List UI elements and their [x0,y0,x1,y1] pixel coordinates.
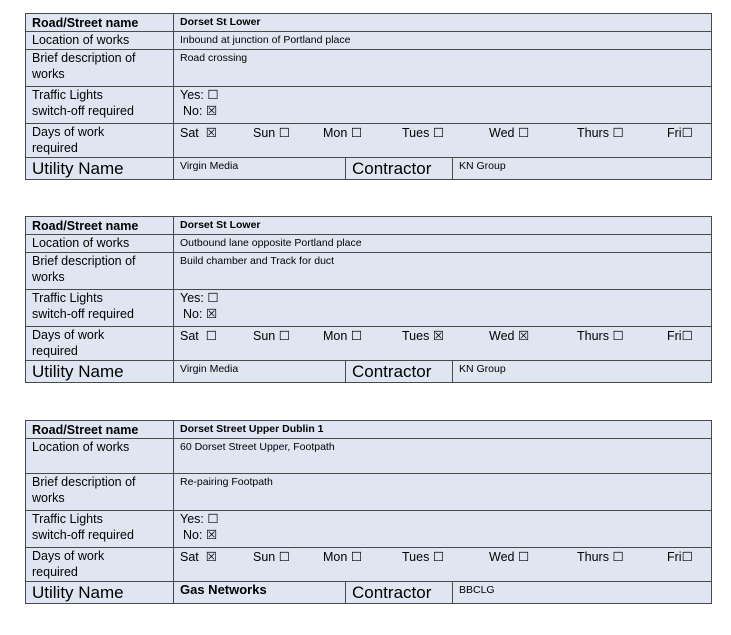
description-value: Build chamber and Track for duct [174,253,712,290]
yes-label: Yes: [180,88,204,102]
contractor-value: KN Group [453,361,712,383]
road-name-value: Dorset Street Upper Dublin 1 [174,421,712,439]
day-thurs[interactable]: Thurs ☐ [577,550,624,564]
day-wed[interactable]: Wed ☒ [489,329,530,343]
traffic-lights-options [174,290,712,327]
description-label-line2: works [32,270,65,284]
day-fri-checkbox[interactable]: ☐ [681,126,693,140]
day-mon[interactable]: Mon ☐ [323,550,363,564]
day-thurs-checkbox[interactable]: ☐ [612,550,624,564]
day-sat-checkbox[interactable]: ☒ [205,550,217,564]
days-label-line1: Days of work [32,549,105,563]
traffic-label-line1: Traffic Lights [32,88,103,102]
traffic-label-line2: switch-off required [32,104,134,118]
traffic-lights-label [26,87,174,124]
description-label-line2: works [32,67,65,81]
day-fri[interactable]: Fri☐ [667,329,693,343]
description-value: Re-pairing Footpath [174,474,712,511]
road-name-label: Road/Street name [26,217,174,235]
day-fri[interactable]: Fri☐ [667,126,693,140]
day-sun[interactable]: Sun ☐ [253,329,290,343]
traffic-lights-label [26,290,174,327]
days-options [174,124,712,158]
day-tues-checkbox[interactable]: ☐ [432,550,445,564]
location-value: Outbound lane opposite Portland place [174,235,712,253]
traffic-lights-label [26,511,174,548]
yes-checkbox[interactable]: ☐ [207,512,219,526]
day-tues[interactable]: Tues ☒ [402,329,445,343]
utility-name-value: Virgin Media [174,158,346,180]
days-options [174,548,712,582]
day-sun-checkbox[interactable]: ☐ [278,329,290,343]
location-value: Inbound at junction of Portland place [174,32,712,50]
description-label-line1: Brief description of [32,475,136,489]
works-table-2 [25,216,712,383]
traffic-label-line1: Traffic Lights [32,512,103,526]
contractor-label: Contractor [346,158,453,180]
no-label: No: [183,528,203,542]
day-sat[interactable]: Sat ☐ [180,329,217,343]
days-options [174,327,712,361]
day-sat-checkbox[interactable]: ☐ [205,329,217,343]
day-wed-checkbox[interactable]: ☐ [517,550,530,564]
traffic-label-line1: Traffic Lights [32,291,103,305]
contractor-label: Contractor [346,582,453,604]
days-label [26,548,174,582]
utility-name-value: Virgin Media [174,361,346,383]
day-mon[interactable]: Mon ☐ [323,329,363,343]
location-label: Location of works [26,32,174,50]
contractor-value: KN Group [453,158,712,180]
works-table-3 [25,420,712,604]
utility-name-label: Utility Name [26,158,174,180]
days-label-line2: required [32,344,78,358]
day-sat[interactable]: Sat ☒ [180,550,217,564]
day-tues-checkbox[interactable]: ☐ [432,126,445,140]
yes-checkbox[interactable]: ☐ [207,291,219,305]
yes-checkbox[interactable]: ☐ [207,88,219,102]
day-sun-checkbox[interactable]: ☐ [278,550,290,564]
day-thurs[interactable]: Thurs ☐ [577,126,624,140]
day-thurs[interactable]: Thurs ☐ [577,329,624,343]
description-label-line2: works [32,491,65,505]
contractor-value: BBCLG [453,582,712,604]
road-name-value: Dorset St Lower [174,217,712,235]
day-mon[interactable]: Mon ☐ [323,126,363,140]
day-tues[interactable]: Tues ☐ [402,126,445,140]
location-value: 60 Dorset Street Upper, Footpath [174,439,712,474]
road-name-label: Road/Street name [26,14,174,32]
utility-name-label: Utility Name [26,361,174,383]
days-label-line1: Days of work [32,328,105,342]
road-name-label: Road/Street name [26,421,174,439]
location-label: Location of works [26,235,174,253]
no-checkbox[interactable]: ☒ [205,307,218,321]
no-label: No: [183,104,203,118]
day-wed[interactable]: Wed ☐ [489,126,530,140]
no-checkbox[interactable]: ☒ [205,528,218,542]
days-label-line1: Days of work [32,125,105,139]
days-label-line2: required [32,141,78,155]
day-fri-checkbox[interactable]: ☐ [681,329,693,343]
traffic-lights-options [174,87,712,124]
day-tues-checkbox[interactable]: ☒ [432,329,445,343]
day-sun[interactable]: Sun ☐ [253,550,290,564]
no-label: No: [183,307,203,321]
description-label [26,253,174,290]
yes-label: Yes: [180,512,204,526]
day-sun[interactable]: Sun ☐ [253,126,290,140]
days-label-line2: required [32,565,78,579]
no-checkbox[interactable]: ☒ [205,104,218,118]
day-fri-checkbox[interactable]: ☐ [681,550,693,564]
day-sat-checkbox[interactable]: ☒ [205,126,217,140]
description-value: Road crossing [174,50,712,87]
day-sun-checkbox[interactable]: ☐ [278,126,290,140]
day-fri[interactable]: Fri☐ [667,550,693,564]
days-label [26,327,174,361]
day-sat[interactable]: Sat ☒ [180,126,217,140]
utility-name-label: Utility Name [26,582,174,604]
description-label [26,50,174,87]
description-label-line1: Brief description of [32,254,136,268]
utility-name-value: Gas Networks [174,582,346,604]
day-mon-checkbox[interactable]: ☐ [350,126,363,140]
day-thurs-checkbox[interactable]: ☐ [612,329,624,343]
day-mon-checkbox[interactable]: ☐ [350,550,363,564]
location-label: Location of works [26,439,174,474]
yes-label: Yes: [180,291,204,305]
road-name-value: Dorset St Lower [174,14,712,32]
day-wed[interactable]: Wed ☐ [489,550,530,564]
traffic-label-line2: switch-off required [32,307,134,321]
day-wed-checkbox[interactable]: ☒ [517,329,530,343]
traffic-lights-options [174,511,712,548]
description-label [26,474,174,511]
day-wed-checkbox[interactable]: ☐ [517,126,530,140]
description-label-line1: Brief description of [32,51,136,65]
day-tues[interactable]: Tues ☐ [402,550,445,564]
days-label [26,124,174,158]
traffic-label-line2: switch-off required [32,528,134,542]
contractor-label: Contractor [346,361,453,383]
day-thurs-checkbox[interactable]: ☐ [612,126,624,140]
day-mon-checkbox[interactable]: ☐ [350,329,363,343]
works-table-1 [25,13,712,180]
